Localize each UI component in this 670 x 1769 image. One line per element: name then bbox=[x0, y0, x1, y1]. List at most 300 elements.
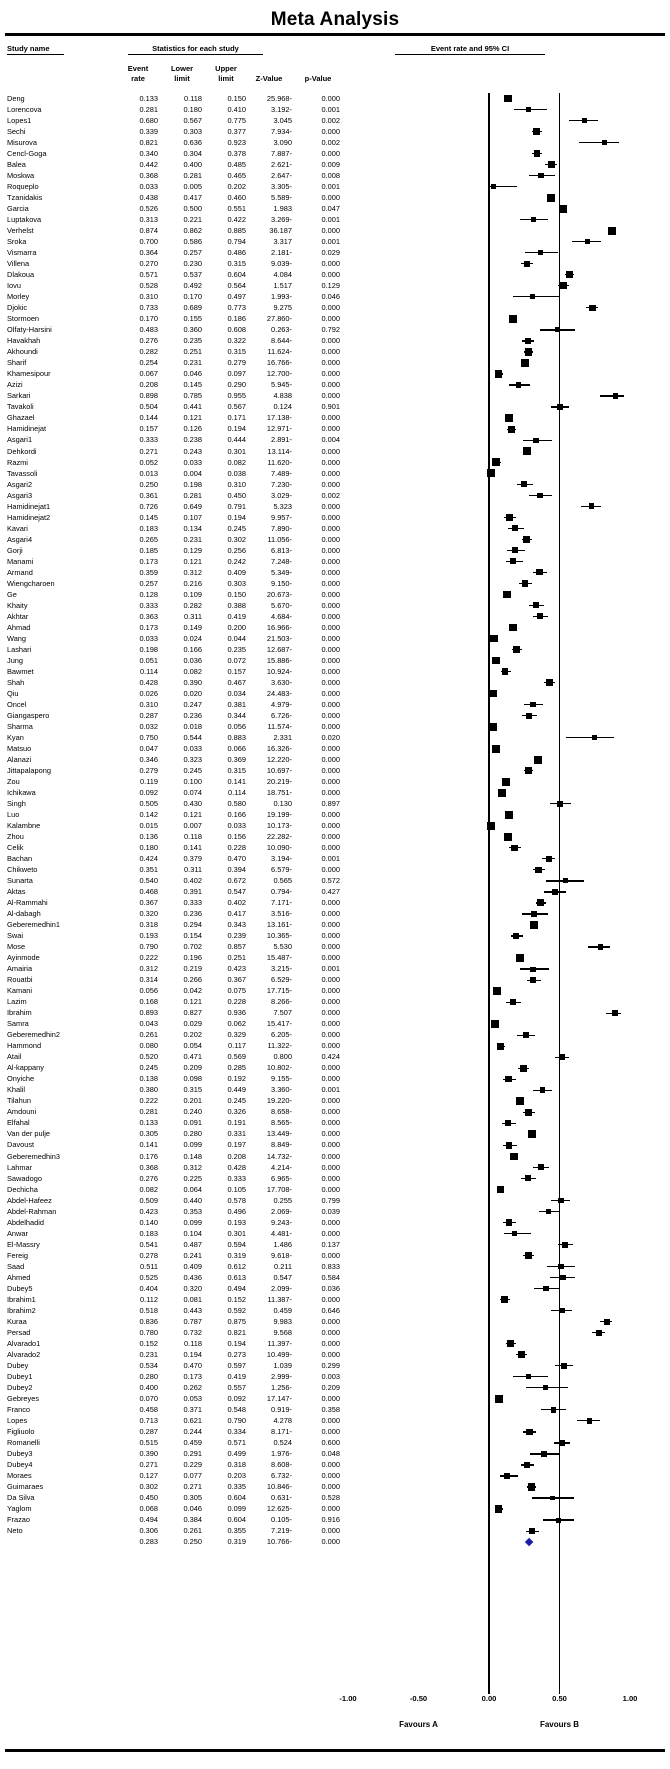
table-row bbox=[0, 159, 670, 170]
upper-limit-cell: 0.194 bbox=[227, 512, 246, 522]
event-rate-cell: 0.070 bbox=[139, 1393, 158, 1403]
upper-limit-cell: 0.315 bbox=[227, 765, 246, 775]
study-name-cell: Kyan bbox=[7, 732, 24, 742]
event-rate-cell: 0.276 bbox=[139, 1173, 158, 1183]
p-value-cell: 0.299 bbox=[321, 1360, 340, 1370]
table-row bbox=[0, 1415, 670, 1426]
z-value-cell: 3.516- bbox=[271, 909, 292, 919]
upper-limit-cell: 0.450 bbox=[227, 490, 246, 500]
lower-limit-cell: 0.266 bbox=[183, 975, 202, 985]
lower-limit-cell: 0.118 bbox=[184, 94, 202, 103]
table-row bbox=[0, 798, 670, 809]
lower-limit-cell: 0.081 bbox=[183, 1294, 202, 1304]
study-name-cell: Alvarado2 bbox=[7, 1349, 41, 1359]
p-value-cell: 0.008 bbox=[321, 171, 340, 181]
z-value-cell: 7.219- bbox=[271, 1526, 292, 1536]
upper-limit-cell: 0.194 bbox=[227, 1338, 246, 1348]
upper-limit-cell: 0.097 bbox=[227, 369, 246, 379]
event-rate-cell: 0.442 bbox=[139, 160, 158, 170]
z-value-cell: 9.568 bbox=[273, 1327, 292, 1337]
z-value-cell: 7.171- bbox=[271, 898, 292, 908]
event-rate-cell: 0.364 bbox=[139, 248, 158, 258]
event-rate-cell: 0.157 bbox=[139, 424, 158, 434]
z-value-cell: 11.620- bbox=[267, 457, 292, 467]
table-row bbox=[0, 280, 670, 291]
table-row bbox=[0, 578, 670, 589]
study-name-cell: Kalambne bbox=[7, 821, 41, 831]
z-value-cell: 8.849- bbox=[271, 1140, 292, 1150]
upper-limit-cell: 0.409 bbox=[227, 567, 246, 577]
table-row bbox=[0, 996, 670, 1007]
z-value-cell: 7.887- bbox=[271, 149, 292, 159]
lower-limit-cell: 0.004 bbox=[183, 468, 202, 478]
event-rate-cell: 0.726 bbox=[139, 501, 158, 511]
table-row bbox=[0, 412, 670, 423]
event-rate-cell: 0.305 bbox=[139, 1129, 158, 1139]
study-name-cell: Khaity bbox=[7, 600, 28, 610]
table-row bbox=[0, 379, 670, 390]
p-value-cell: 0.000 bbox=[321, 1415, 340, 1425]
lower-limit-cell: 0.007 bbox=[183, 821, 202, 831]
event-rate-cell: 0.750 bbox=[139, 732, 158, 742]
p-value-cell: 0.000 bbox=[321, 413, 340, 423]
event-rate-cell: 0.280 bbox=[139, 1371, 158, 1381]
lower-limit-cell: 0.586 bbox=[183, 237, 202, 247]
z-value-cell: 6.529- bbox=[271, 975, 292, 985]
event-rate-cell: 0.534 bbox=[139, 1360, 158, 1370]
lower-limit-cell: 0.109 bbox=[183, 589, 202, 599]
header-event-rate-line1: Event bbox=[127, 64, 149, 73]
lower-limit-cell: 0.098 bbox=[183, 1074, 202, 1084]
study-name-cell: Misurova bbox=[7, 138, 37, 148]
study-name-cell: Lopes bbox=[7, 1415, 28, 1425]
table-row bbox=[0, 875, 670, 886]
lower-limit-cell: 0.280 bbox=[183, 1129, 202, 1139]
z-value-cell: 9.243- bbox=[271, 1217, 292, 1227]
lower-limit-cell: 0.225 bbox=[183, 1173, 202, 1183]
axis-tick-label: 1.00 bbox=[622, 1694, 638, 1703]
header-lower-limit-line1: Lower bbox=[170, 64, 194, 73]
event-rate-cell: 0.183 bbox=[139, 1228, 158, 1238]
z-value-cell: 27.860- bbox=[266, 314, 292, 324]
header-lower-limit-line2: limit bbox=[174, 74, 190, 83]
z-value-cell: 1.983 bbox=[273, 204, 292, 214]
study-name-cell: Zhou bbox=[7, 832, 24, 842]
upper-limit-cell: 0.302 bbox=[227, 534, 246, 544]
table-row bbox=[0, 1250, 670, 1261]
table-row bbox=[0, 1426, 670, 1437]
p-value-cell: 0.001 bbox=[321, 182, 340, 192]
p-value-cell: 0.009 bbox=[321, 160, 340, 170]
upper-limit-cell: 0.548 bbox=[227, 1404, 246, 1414]
p-value-cell: 0.000 bbox=[321, 776, 340, 786]
z-value-cell: 11.397- bbox=[267, 1338, 292, 1348]
event-rate-cell: 0.279 bbox=[139, 765, 158, 775]
event-rate-cell: 0.176 bbox=[139, 1151, 158, 1161]
z-value-cell: 1.256- bbox=[271, 1382, 292, 1392]
p-value-cell: 0.000 bbox=[321, 149, 340, 159]
z-value-cell: 1.039 bbox=[273, 1360, 292, 1370]
event-rate-cell: 0.494 bbox=[139, 1515, 158, 1525]
table-row bbox=[0, 1382, 670, 1393]
upper-limit-cell: 0.467 bbox=[227, 677, 246, 687]
lower-limit-cell: 0.121 bbox=[183, 556, 202, 566]
table-row bbox=[0, 479, 670, 490]
p-value-cell: 0.000 bbox=[321, 655, 340, 665]
study-name-cell: Dubey3 bbox=[7, 1448, 33, 1458]
table-row bbox=[0, 258, 670, 269]
favours-b-label: Favours B bbox=[539, 1720, 580, 1729]
lower-limit-cell: 0.243 bbox=[183, 446, 202, 456]
z-value-cell: 1.976- bbox=[271, 1448, 292, 1458]
lower-limit-cell: 0.231 bbox=[183, 358, 202, 368]
event-rate-cell: 0.245 bbox=[139, 1063, 158, 1073]
table-row bbox=[0, 930, 670, 941]
p-value-cell: 0.000 bbox=[321, 534, 340, 544]
lower-limit-cell: 0.636 bbox=[183, 138, 202, 148]
z-value-cell: 7.248- bbox=[271, 556, 292, 566]
lower-limit-cell: 0.702 bbox=[183, 942, 202, 952]
study-name-cell: Onyiche bbox=[7, 1074, 35, 1084]
table-row bbox=[0, 335, 670, 346]
event-rate-cell: 0.043 bbox=[139, 1019, 158, 1029]
lower-limit-cell: 0.118 bbox=[184, 1338, 202, 1348]
lower-limit-cell: 0.121 bbox=[183, 413, 202, 423]
p-value-cell: 0.000 bbox=[321, 512, 340, 522]
header-ci-group: Event rate and 95% CI bbox=[395, 44, 545, 55]
upper-limit-cell: 0.157 bbox=[227, 666, 246, 676]
study-name-cell: Djokic bbox=[7, 303, 28, 313]
study-name-cell: Asgari1 bbox=[7, 435, 33, 445]
event-rate-cell: 0.198 bbox=[139, 644, 158, 654]
table-row bbox=[0, 1139, 670, 1150]
study-name-cell: Sunarta bbox=[7, 876, 33, 886]
study-name-cell: Van der pulje bbox=[7, 1129, 51, 1139]
p-value-cell: 0.000 bbox=[321, 1349, 340, 1359]
study-name-cell: Verhelst bbox=[7, 226, 34, 236]
table-row bbox=[0, 126, 670, 137]
table-row bbox=[0, 490, 670, 501]
p-value-cell: 0.000 bbox=[321, 1096, 340, 1106]
event-rate-cell: 0.511 bbox=[140, 1261, 158, 1271]
study-name-cell: Giangaspero bbox=[7, 710, 50, 720]
upper-limit-cell: 0.203 bbox=[227, 1470, 246, 1480]
z-value-cell: 5.589- bbox=[271, 193, 292, 203]
study-name-cell: Qiu bbox=[7, 688, 19, 698]
p-value-cell: 0.001 bbox=[321, 215, 340, 225]
event-rate-cell: 0.390 bbox=[139, 1448, 158, 1458]
lower-limit-cell: 0.170 bbox=[183, 292, 202, 302]
table-row bbox=[0, 919, 670, 930]
event-rate-cell: 0.898 bbox=[139, 391, 158, 401]
lower-limit-cell: 0.261 bbox=[183, 1526, 202, 1536]
event-rate-cell: 0.312 bbox=[139, 964, 158, 974]
z-value-cell: 0.565 bbox=[273, 876, 292, 886]
lower-limit-cell: 0.732 bbox=[183, 1327, 202, 1337]
p-value-cell: 0.600 bbox=[321, 1437, 340, 1447]
study-name-cell: Chikweto bbox=[7, 865, 38, 875]
p-value-cell: 0.000 bbox=[321, 931, 340, 941]
lower-limit-cell: 0.785 bbox=[183, 391, 202, 401]
event-rate-cell: 0.874 bbox=[139, 226, 158, 236]
lower-limit-cell: 0.360 bbox=[183, 325, 202, 335]
table-row bbox=[0, 225, 670, 236]
p-value-cell: 0.129 bbox=[321, 281, 340, 291]
p-value-cell: 0.000 bbox=[321, 843, 340, 853]
p-value-cell: 0.002 bbox=[321, 116, 340, 126]
table-row bbox=[0, 1360, 670, 1371]
table-row bbox=[0, 512, 670, 523]
p-value-cell: 0.000 bbox=[321, 1217, 340, 1227]
event-rate-cell: 0.013 bbox=[139, 468, 158, 478]
z-value-cell: 7.934- bbox=[271, 127, 292, 137]
upper-limit-cell: 0.202 bbox=[227, 182, 246, 192]
study-name-cell: Lahmar bbox=[7, 1162, 33, 1172]
lower-limit-cell: 0.245 bbox=[183, 765, 202, 775]
table-row bbox=[0, 104, 670, 115]
lower-limit-cell: 0.236 bbox=[183, 909, 202, 919]
study-name-cell: Frazao bbox=[7, 1515, 31, 1525]
table-row bbox=[0, 1018, 670, 1029]
study-name-cell: Celik bbox=[7, 843, 24, 853]
upper-limit-cell: 0.567 bbox=[227, 402, 246, 412]
table-row bbox=[0, 1459, 670, 1470]
p-value-cell: 0.003 bbox=[321, 1371, 340, 1381]
table-row bbox=[0, 567, 670, 578]
lower-limit-cell: 0.134 bbox=[183, 523, 202, 533]
p-value-cell: 0.000 bbox=[321, 314, 340, 324]
lower-limit-cell: 0.390 bbox=[183, 677, 202, 687]
lower-limit-cell: 0.194 bbox=[183, 1349, 202, 1359]
lower-limit-cell: 0.166 bbox=[183, 644, 202, 654]
event-rate-cell: 0.127 bbox=[139, 1470, 158, 1480]
p-value-cell: 0.000 bbox=[321, 699, 340, 709]
header-upper-limit bbox=[206, 64, 246, 84]
study-name-cell: Anwar bbox=[7, 1228, 28, 1238]
lower-limit-cell: 0.202 bbox=[183, 1030, 202, 1040]
study-name-cell: Dechicha bbox=[7, 1184, 38, 1194]
study-name-cell: Balea bbox=[7, 160, 26, 170]
z-value-cell: 4.084 bbox=[273, 270, 292, 280]
table-row bbox=[0, 534, 670, 545]
lower-limit-cell: 0.036 bbox=[183, 655, 202, 665]
study-name-cell: Hamidinejat1 bbox=[7, 501, 51, 511]
p-value-cell: 0.001 bbox=[321, 237, 340, 247]
table-row bbox=[0, 346, 670, 357]
table-row bbox=[0, 974, 670, 985]
p-value-cell: 0.000 bbox=[321, 446, 340, 456]
table-subheader bbox=[0, 64, 670, 88]
z-value-cell: 22.282- bbox=[266, 832, 292, 842]
z-value-cell: 7.230- bbox=[271, 479, 292, 489]
upper-limit-cell: 0.315 bbox=[227, 259, 246, 269]
z-value-cell: 4.684- bbox=[271, 611, 292, 621]
z-value-cell: 9.957- bbox=[271, 512, 292, 522]
table-row bbox=[0, 468, 670, 479]
axis-tick-label: 0.00 bbox=[481, 1694, 497, 1703]
z-value-cell: 11.624- bbox=[267, 347, 292, 357]
z-value-cell: 16.966- bbox=[266, 622, 292, 632]
lower-limit-cell: 0.323 bbox=[183, 754, 202, 764]
table-row bbox=[0, 1492, 670, 1503]
upper-limit-cell: 0.333 bbox=[227, 1173, 246, 1183]
lower-limit-cell: 0.077 bbox=[183, 1470, 202, 1480]
table-row bbox=[0, 864, 670, 875]
study-name-cell: Moskwa bbox=[7, 171, 35, 181]
lower-limit-cell: 0.024 bbox=[183, 633, 202, 643]
p-value-cell: 0.000 bbox=[321, 909, 340, 919]
p-value-cell: 0.000 bbox=[321, 644, 340, 654]
upper-limit-cell: 0.794 bbox=[227, 237, 246, 247]
p-value-cell: 0.000 bbox=[321, 688, 340, 698]
lower-limit-cell: 0.304 bbox=[183, 149, 202, 159]
event-rate-cell: 0.458 bbox=[139, 1404, 158, 1414]
z-value-cell: 5.349- bbox=[271, 567, 292, 577]
upper-limit-cell: 0.547 bbox=[227, 887, 246, 897]
table-row bbox=[0, 963, 670, 974]
z-value-cell: 3.192- bbox=[271, 105, 292, 115]
upper-limit-cell: 0.319 bbox=[227, 1537, 246, 1547]
study-name-cell: Asgari2 bbox=[7, 479, 33, 489]
table-row bbox=[0, 655, 670, 666]
upper-limit-cell: 0.485 bbox=[227, 160, 246, 170]
lower-limit-cell: 0.229 bbox=[183, 1459, 202, 1469]
table-row bbox=[0, 765, 670, 776]
upper-limit-cell: 0.315 bbox=[227, 347, 246, 357]
p-value-cell: 0.000 bbox=[321, 1019, 340, 1029]
lower-limit-cell: 0.141 bbox=[183, 843, 202, 853]
table-row bbox=[0, 1084, 670, 1095]
table-row bbox=[0, 886, 670, 897]
event-rate-cell: 0.363 bbox=[139, 611, 158, 621]
z-value-cell: 5.670- bbox=[271, 600, 292, 610]
study-name-cell: Abdel-Rahman bbox=[7, 1206, 57, 1216]
z-value-cell: 24.483- bbox=[266, 688, 292, 698]
table-row bbox=[0, 313, 670, 324]
study-name-cell: Ibrahim bbox=[7, 1008, 32, 1018]
z-value-cell: 9.618- bbox=[271, 1250, 292, 1260]
lower-limit-cell: 0.487 bbox=[183, 1239, 202, 1249]
event-rate-cell: 0.368 bbox=[139, 171, 158, 181]
table-row bbox=[0, 1195, 670, 1206]
z-value-cell: 2.891- bbox=[271, 435, 292, 445]
upper-limit-cell: 0.194 bbox=[227, 424, 246, 434]
p-value-cell: 0.000 bbox=[321, 303, 340, 313]
upper-limit-cell: 0.790 bbox=[227, 1415, 246, 1425]
study-table-body bbox=[0, 93, 670, 1547]
event-rate-cell: 0.168 bbox=[139, 997, 158, 1007]
event-rate-cell: 0.281 bbox=[139, 1107, 158, 1117]
table-row bbox=[0, 1029, 670, 1040]
lower-limit-cell: 0.241 bbox=[183, 1250, 202, 1260]
upper-limit-cell: 0.557 bbox=[227, 1382, 246, 1392]
table-row bbox=[0, 1062, 670, 1073]
z-value-cell: 10.090- bbox=[266, 843, 292, 853]
event-rate-cell: 0.133 bbox=[139, 1118, 158, 1128]
p-value-cell: 0.000 bbox=[321, 953, 340, 963]
table-row bbox=[0, 688, 670, 699]
p-value-cell: 0.000 bbox=[321, 1294, 340, 1304]
study-name-cell: Al-Rammahi bbox=[7, 898, 48, 908]
event-rate-cell: 0.368 bbox=[139, 1162, 158, 1172]
z-value-cell: 10.846- bbox=[266, 1481, 292, 1491]
study-name-cell: Rouatbi bbox=[7, 975, 33, 985]
table-row bbox=[0, 1117, 670, 1128]
study-name-cell: Bachan bbox=[7, 854, 33, 864]
p-value-cell: 0.792 bbox=[321, 325, 340, 335]
upper-limit-cell: 0.885 bbox=[227, 226, 246, 236]
p-value-cell: 0.000 bbox=[321, 578, 340, 588]
event-rate-cell: 0.222 bbox=[139, 953, 158, 963]
table-row bbox=[0, 1106, 670, 1117]
upper-limit-cell: 0.773 bbox=[227, 303, 246, 313]
p-value-cell: 0.000 bbox=[321, 754, 340, 764]
upper-limit-cell: 0.775 bbox=[227, 116, 246, 126]
upper-limit-cell: 0.166 bbox=[227, 810, 246, 820]
z-value-cell: 8.658- bbox=[271, 1107, 292, 1117]
z-value-cell: 20.673- bbox=[266, 589, 292, 599]
table-row bbox=[0, 115, 670, 126]
lower-limit-cell: 0.005 bbox=[183, 182, 202, 192]
upper-limit-cell: 0.092 bbox=[227, 1393, 246, 1403]
lower-limit-cell: 0.271 bbox=[183, 1481, 202, 1491]
table-row bbox=[0, 181, 670, 192]
table-row bbox=[0, 754, 670, 765]
study-name-cell: Tavassoli bbox=[7, 468, 38, 478]
z-value-cell: 15.886- bbox=[266, 655, 292, 665]
event-rate-cell: 0.780 bbox=[139, 1327, 158, 1337]
table-row bbox=[0, 1239, 670, 1250]
table-row bbox=[0, 644, 670, 655]
study-name-cell: El-Massry bbox=[7, 1239, 40, 1249]
lower-limit-cell: 0.251 bbox=[183, 347, 202, 357]
p-value-cell: 0.000 bbox=[321, 997, 340, 1007]
z-value-cell: 1.993- bbox=[271, 292, 292, 302]
study-name-cell: Garcia bbox=[7, 204, 29, 214]
event-rate-cell: 0.339 bbox=[139, 127, 158, 137]
p-value-cell: 0.000 bbox=[321, 1426, 340, 1436]
p-value-cell: 0.000 bbox=[321, 832, 340, 842]
study-name-cell: Dubey5 bbox=[7, 1283, 33, 1293]
event-rate-cell: 0.180 bbox=[139, 843, 158, 853]
event-rate-cell: 0.380 bbox=[139, 1085, 158, 1095]
header-upper-limit-line2: limit bbox=[218, 74, 234, 83]
event-rate-cell: 0.183 bbox=[139, 523, 158, 533]
event-rate-cell: 0.314 bbox=[139, 975, 158, 985]
event-rate-cell: 0.318 bbox=[139, 920, 158, 930]
p-value-cell: 0.000 bbox=[321, 479, 340, 489]
event-rate-cell: 0.128 bbox=[139, 589, 158, 599]
z-value-cell: 4.838 bbox=[273, 391, 292, 401]
upper-limit-cell: 0.612 bbox=[227, 1261, 246, 1271]
table-row bbox=[0, 324, 670, 335]
upper-limit-cell: 0.156 bbox=[227, 832, 246, 842]
lower-limit-cell: 0.196 bbox=[183, 953, 202, 963]
p-value-cell: 0.000 bbox=[321, 1228, 340, 1238]
table-row bbox=[0, 302, 670, 313]
p-value-cell: 0.000 bbox=[321, 1470, 340, 1480]
lower-limit-cell: 0.033 bbox=[183, 457, 202, 467]
study-name-cell: Kavari bbox=[7, 523, 28, 533]
table-row bbox=[0, 1261, 670, 1272]
lower-limit-cell: 0.353 bbox=[183, 1206, 202, 1216]
event-rate-cell: 0.173 bbox=[139, 622, 158, 632]
p-value-cell: 0.000 bbox=[321, 622, 340, 632]
upper-limit-cell: 0.235 bbox=[227, 644, 246, 654]
study-name-cell: Manami bbox=[7, 556, 34, 566]
table-row bbox=[0, 710, 670, 721]
upper-limit-cell: 0.193 bbox=[227, 1217, 246, 1227]
